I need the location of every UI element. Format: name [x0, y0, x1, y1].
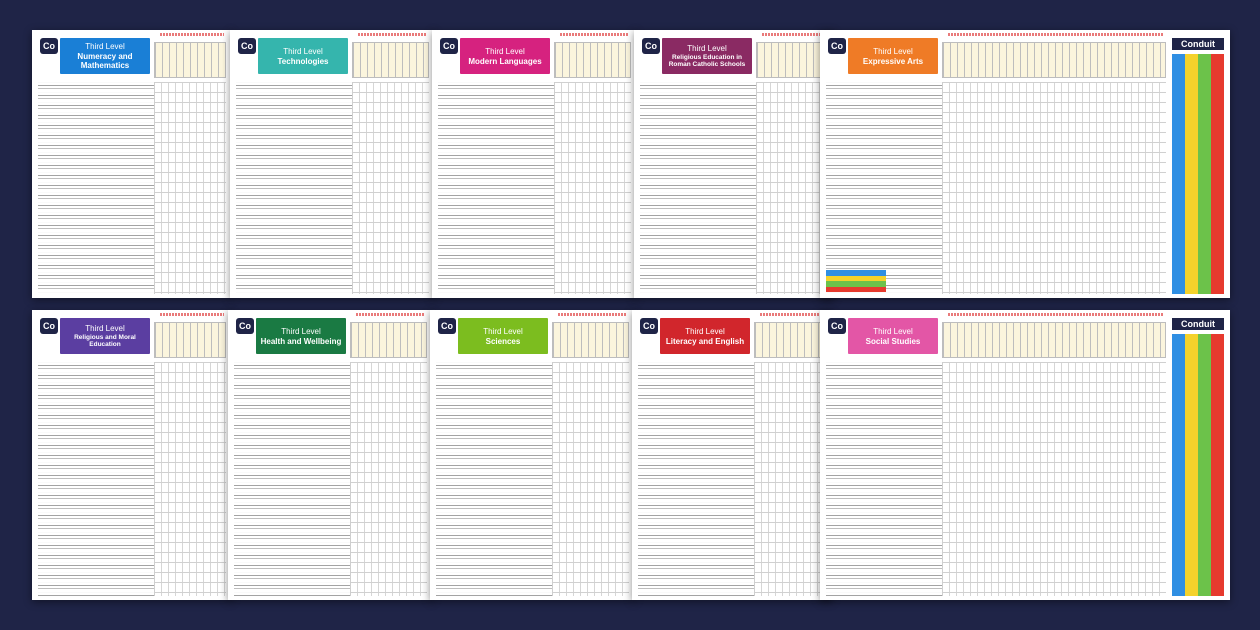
conduit-logo: Co	[40, 318, 58, 334]
subject-banner	[848, 318, 938, 354]
pupil-name-grid	[942, 42, 1166, 78]
worksheet-religious-education-rc	[634, 30, 834, 298]
subject-title: Religious Education in Roman Catholic Schools	[668, 53, 746, 68]
subject-banner	[458, 318, 548, 354]
subject-title: Expressive Arts	[862, 56, 924, 66]
level-label: Third Level	[85, 42, 125, 51]
header-notes	[558, 313, 627, 316]
subject-banner	[460, 38, 550, 74]
benchmark-text-column	[38, 82, 155, 294]
subject-banner	[848, 38, 938, 74]
subject-title: Religious and Moral Education	[74, 333, 136, 348]
pupil-name-grid	[942, 322, 1166, 358]
tally-column	[1211, 54, 1224, 294]
level-label: Third Level	[687, 43, 727, 53]
pupil-name-grid	[754, 322, 826, 358]
subject-title: Social Studies	[865, 336, 921, 346]
pupil-name-grid	[554, 42, 631, 78]
header-notes	[160, 313, 224, 316]
level-label: Third Level	[485, 46, 525, 56]
tally-column	[1198, 54, 1211, 294]
conduit-logo: Co	[640, 318, 658, 334]
tally-column	[1185, 54, 1198, 294]
subject-banner	[662, 38, 752, 74]
pupil-name-grid	[352, 42, 429, 78]
header-notes	[760, 313, 824, 316]
subject-banner	[660, 318, 750, 354]
subject-title: Numeracy and Mathematics	[77, 52, 133, 70]
subject-title: Sciences	[485, 336, 521, 346]
level-label: Third Level	[85, 323, 125, 333]
tally-column	[1211, 334, 1224, 596]
worksheet-health-wellbeing	[228, 310, 433, 600]
header-notes	[762, 33, 826, 36]
conduit-logo: Co	[642, 38, 660, 54]
subject-title: Health and Wellbeing	[260, 336, 342, 346]
legend-swatch	[826, 287, 886, 293]
benchmark-text-column	[38, 362, 155, 596]
tally-column	[1172, 54, 1185, 294]
subject-banner	[256, 318, 346, 354]
pupil-name-grid	[552, 322, 629, 358]
worksheet-expressive-arts	[820, 30, 1230, 298]
level-label: Third Level	[483, 326, 523, 336]
header-notes	[948, 33, 1164, 36]
tally-panel	[1172, 38, 1224, 294]
worksheet-sciences	[430, 310, 635, 600]
conduit-logo: Co	[828, 318, 846, 334]
worksheet-social-studies	[820, 310, 1230, 600]
subject-title: Literacy and English	[665, 336, 745, 346]
tally-columns	[1172, 54, 1224, 294]
tally-columns	[1172, 334, 1224, 596]
benchmark-text-column	[436, 362, 553, 596]
pupil-name-grid	[154, 42, 226, 78]
worksheet-modern-languages	[432, 30, 637, 298]
benchmark-text-column	[826, 82, 943, 294]
subject-title: Technologies	[277, 56, 329, 66]
benchmark-text-column	[640, 82, 757, 294]
benchmark-text-column	[638, 362, 755, 596]
header-notes	[948, 313, 1164, 316]
pupil-name-grid	[756, 42, 828, 78]
subject-banner	[60, 38, 150, 74]
conduit-logo: Co	[828, 38, 846, 54]
worksheet-numeracy	[32, 30, 232, 298]
tally-column	[1198, 334, 1211, 596]
tally-column	[1172, 334, 1185, 596]
brand-label: Conduit	[1172, 38, 1224, 50]
pupil-name-grid	[350, 322, 427, 358]
worksheet-rme	[32, 310, 232, 600]
conduit-logo: Co	[236, 318, 254, 334]
header-notes	[560, 33, 629, 36]
level-label: Third Level	[873, 326, 913, 336]
subject-title: Modern Languages	[468, 56, 542, 66]
level-label: Third Level	[873, 46, 913, 56]
header-notes	[160, 33, 224, 36]
level-label: Third Level	[685, 326, 725, 336]
subject-banner	[258, 38, 348, 74]
tally-legend	[826, 270, 886, 292]
benchmark-text-column	[236, 82, 353, 294]
benchmark-text-column	[826, 362, 943, 596]
subject-banner	[60, 318, 150, 354]
conduit-logo: Co	[440, 38, 458, 54]
benchmark-text-column	[438, 82, 555, 294]
tally-column	[1185, 334, 1198, 596]
benchmark-text-column	[234, 362, 351, 596]
conduit-logo: Co	[238, 38, 256, 54]
level-label: Third Level	[283, 46, 323, 56]
worksheet-technologies	[230, 30, 435, 298]
conduit-logo: Co	[438, 318, 456, 334]
conduit-logo: Co	[40, 38, 58, 54]
header-notes	[358, 33, 427, 36]
pupil-name-grid	[154, 322, 226, 358]
worksheet-literacy-english	[632, 310, 832, 600]
header-notes	[356, 313, 425, 316]
tally-panel	[1172, 318, 1224, 596]
brand-label: Conduit	[1172, 318, 1224, 330]
level-label: Third Level	[281, 326, 321, 336]
